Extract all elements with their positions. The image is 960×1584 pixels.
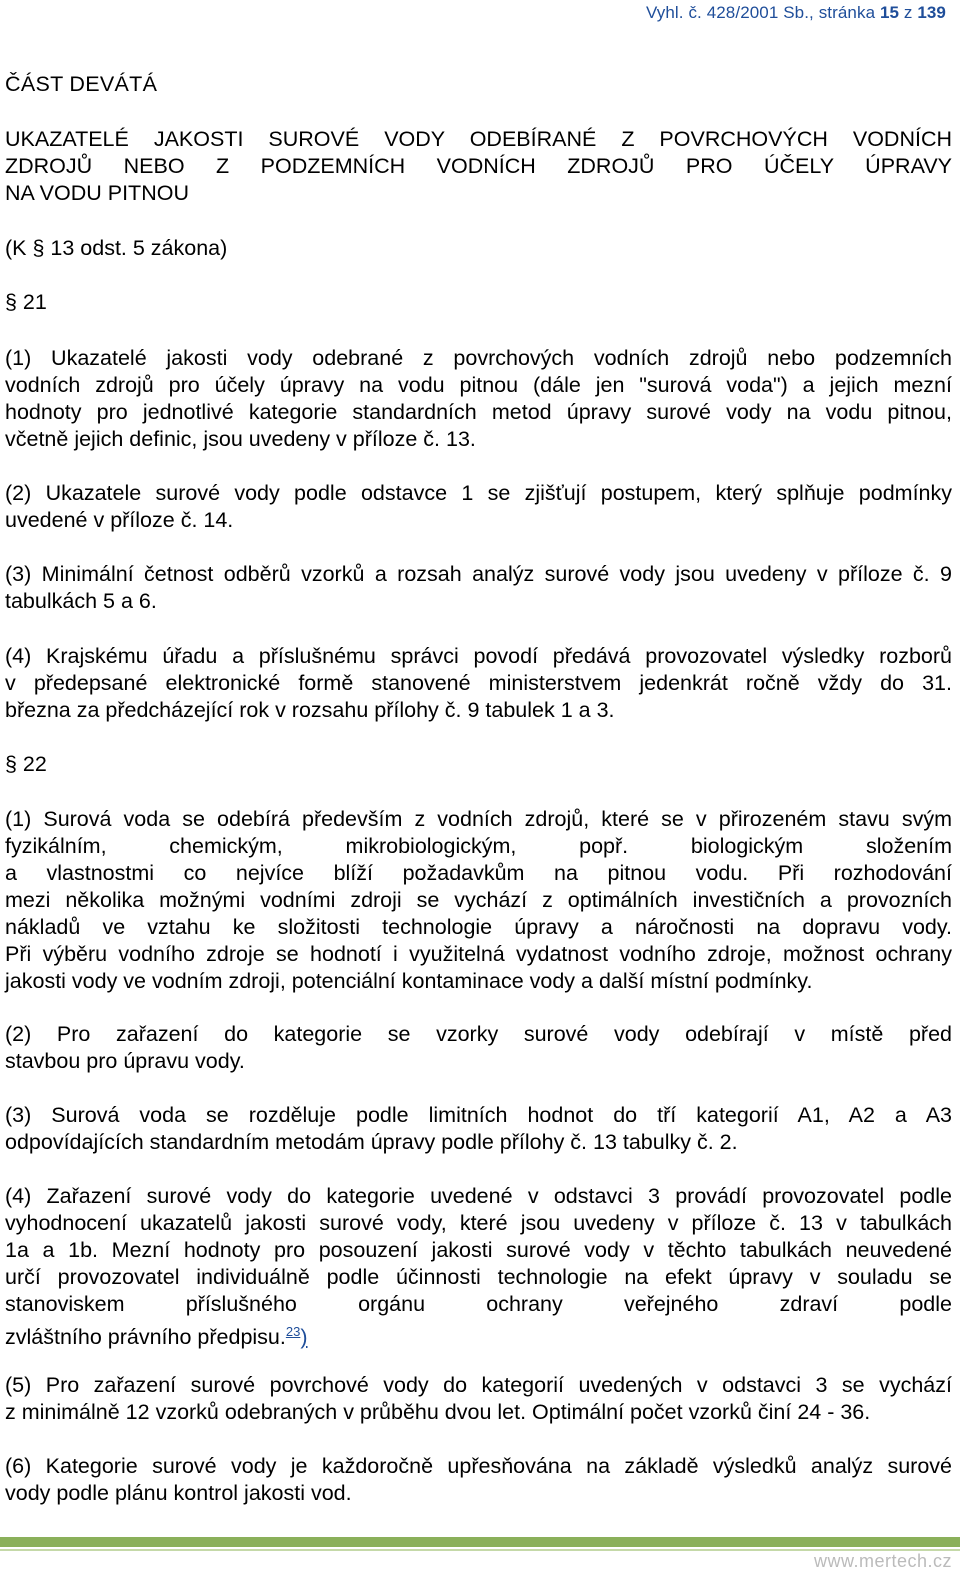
text-line: (3) Minimální četnost odběrů vzorků a rozsah analýz surové vody jsou uvedeny v příloze č. 9: [5, 562, 952, 586]
text-line: 1a a 1b. Mezní hodnoty pro posouzení jakosti surové vody v těchto tabulkách neuvedené: [5, 1238, 952, 1262]
text-line: vodních zdrojů pro účely úpravy na vodu pitnou (dále jen "surová voda") a jejich mezní: [5, 373, 952, 397]
paragraph-22-4: [5, 1183, 952, 1351]
text-line: odpovídajících standardním metodám úpravy podle přílohy č. 13 tabulky č. 2.: [5, 1130, 738, 1154]
paragraph-22-5: [5, 1372, 952, 1426]
legal-basis: (K § 13 odst. 5 zákona): [5, 236, 228, 260]
text-line: a vlastnostmi co nejvíce blíží požadavkům na pitnou vodu. Při rozhodování: [5, 861, 952, 885]
header-mid: z: [899, 3, 918, 22]
text-line: (3) Surová voda se rozděluje podle limitních hodnot do tří kategorií A1, A2 a A3: [5, 1103, 952, 1127]
section-heading-22: § 22: [5, 752, 47, 776]
section-heading-21: § 21: [5, 290, 47, 314]
text-line: tabulkách 5 a 6.: [5, 589, 157, 613]
text-line: fyzikálním, chemickým, mikrobiologickým, popř. biologickým složením: [5, 834, 952, 858]
text-line: zvláštního právního předpisu.: [5, 1325, 286, 1349]
part-heading-line: UKAZATELÉ JAKOSTI SUROVÉ VODY ODEBÍRANÉ Z POVRCHOVÝCH VODNÍCH: [5, 127, 952, 151]
text-line: (1) Surová voda se odebírá především z vodních zdrojů, které se v přirozeném stavu svým: [5, 807, 952, 831]
page-header: [646, 3, 946, 23]
part-heading-line: NA VODU PITNOU: [5, 181, 189, 205]
text-line: března za předcházející rok v rozsahu přílohy č. 9 tabulek 1 a 3.: [5, 698, 615, 722]
text-line: v předepsané elektronické formě stanovené ministerstvem jedenkrát ročně vždy do 31.: [5, 671, 952, 695]
text-line: (4) Krajskému úřadu a příslušnému správci povodí předává provozovatel výsledky rozborů: [5, 644, 952, 668]
text-line: určí provozovatel individuálně podle účinnosti technologie na efekt úpravy v souladu se: [5, 1265, 952, 1289]
paragraph-22-6: [5, 1453, 952, 1507]
paragraph-21-3: [5, 561, 952, 615]
text-line: mezi několika možnými vodními zdroji se vychází z optimálních investičních a provozních: [5, 888, 952, 912]
paragraph-22-3: [5, 1102, 952, 1156]
text-line: stanoviskem příslušného orgánu ochrany veřejného zdraví podle: [5, 1292, 952, 1316]
header-page-number: 15: [879, 3, 900, 22]
footnote-reference-suffix[interactable]: ): [300, 1325, 308, 1349]
paragraph-22-1: [5, 806, 952, 995]
text-line: stavbou pro úpravu vody.: [5, 1049, 245, 1073]
text-line: vyhodnocení ukazatelů jakosti surové vody, které jsou uvedeny v příloze č. 13 v tabulkách: [5, 1211, 952, 1235]
text-line: (2) Ukazatele surové vody podle odstavce 1 se zjišťují postupem, který splňuje podmínky: [5, 481, 952, 505]
text-line: nákladů ve vztahu ke složitosti technologie úpravy a náročnosti na dopravu vody.: [5, 915, 952, 939]
header-prefix: Vyhl. č. 428/2001 Sb., stránka: [645, 3, 880, 22]
part-title: ČÁST DEVÁTÁ: [5, 72, 158, 96]
paragraph-22-2: [5, 1021, 952, 1075]
text-line-with-footnote: [5, 1318, 952, 1351]
footnote-reference[interactable]: 23: [285, 1324, 301, 1339]
text-line: vody podle plánu kontrol jakosti vod.: [5, 1481, 352, 1505]
text-line: uvedené v příloze č. 14.: [5, 508, 234, 532]
paragraph-21-2: [5, 480, 952, 534]
part-heading: [5, 126, 952, 207]
footer-divider: [0, 1537, 960, 1547]
text-line: včetně jejich definic, jsou uvedeny v příloze č. 13.: [5, 427, 476, 451]
text-line: (4) Zařazení surové vody do kategorie uvedené v odstavci 3 provádí provozovatel podle: [5, 1184, 952, 1208]
text-line: (1) Ukazatelé jakosti vody odebrané z povrchových vodních zdrojů nebo podzemních: [5, 346, 952, 370]
text-line: (6) Kategorie surové vody je každoročně upřesňována na základě výsledků analýz surové: [5, 1454, 952, 1478]
text-line: (5) Pro zařazení surové povrchové vody do kategorií uvedených v odstavci 3 se vychází: [5, 1373, 952, 1397]
text-line: hodnoty pro jednotlivé kategorie standardních metod úpravy surové vody na vodu pitnou,: [5, 400, 952, 424]
text-line: Při výběru vodního zdroje se hodnotí i využitelná vydatnost vodního zdroje, možnost ochrany: [5, 942, 952, 966]
part-heading-line: ZDROJŮ NEBO Z PODZEMNÍCH VODNÍCH ZDROJŮ PRO ÚČELY ÚPRAVY: [5, 154, 952, 178]
text-line: z minimálně 12 vzorků odebraných v průběhu dvou let. Optimální počet vzorků činí 24 - 36.: [5, 1400, 871, 1424]
paragraph-21-1: [5, 345, 952, 453]
text-line: (2) Pro zařazení do kategorie se vzorky surové vody odebírají v místě před: [5, 1022, 952, 1046]
header-total-pages: 139: [917, 3, 946, 22]
text-line: jakosti vody ve vodním zdroji, potenciální kontaminace vody a další místní podmínky.: [5, 969, 813, 993]
paragraph-21-4: [5, 643, 952, 724]
footer-website[interactable]: www.mertech.cz: [813, 1551, 952, 1571]
